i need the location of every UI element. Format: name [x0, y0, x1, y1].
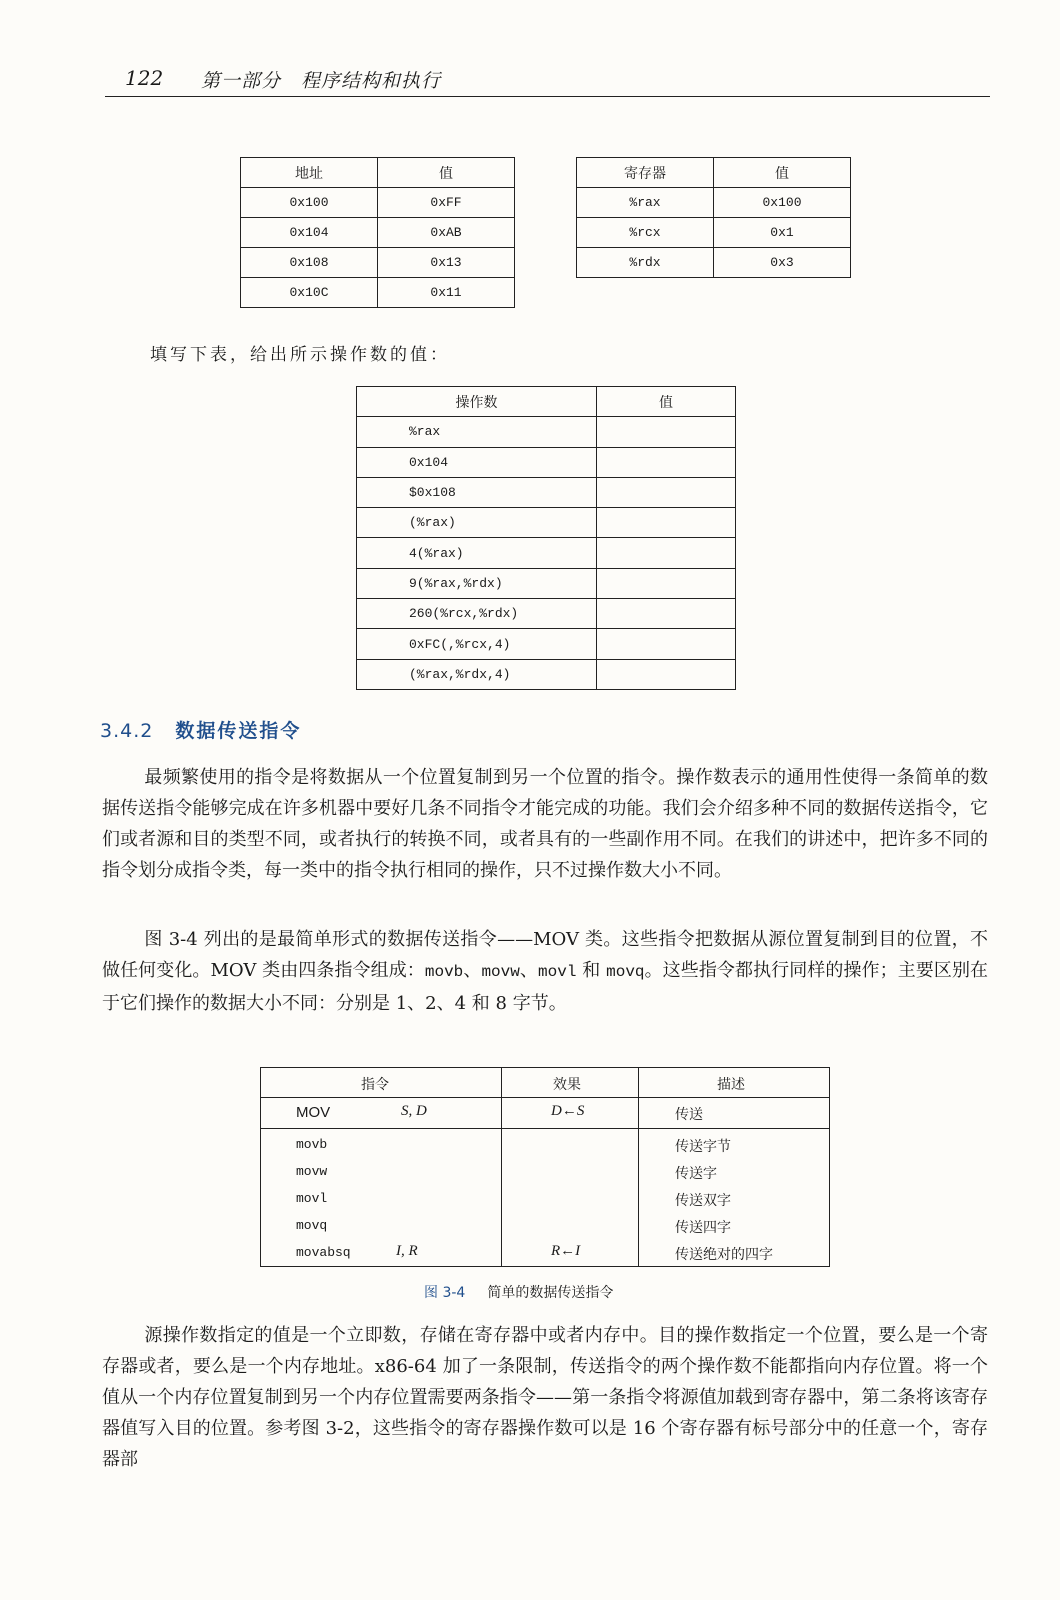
instruction-description: 传送双字 [675, 1193, 731, 1209]
operand-cell: 9(%rax,%rdx) [357, 568, 597, 598]
instruction-name: movb [296, 1137, 328, 1152]
operand-cell: 260(%rcx,%rdx) [357, 599, 597, 629]
instruction-name: movl [296, 1191, 328, 1206]
instruction-name: movabsq [296, 1245, 351, 1260]
operand-answer-cell [597, 538, 736, 568]
figure-caption [424, 1282, 613, 1302]
exercise-prompt: 填写下表，给出所示操作数的值： [150, 345, 450, 365]
figure-caption-text: 简单的数据传送指令 [487, 1285, 614, 1301]
memory-value: 0x13 [378, 248, 515, 278]
instruction-name: movw [296, 1164, 328, 1179]
instruction-name: movq [296, 1218, 328, 1233]
instruction-effect: R←I [551, 1243, 581, 1259]
instruction-operands: I, R [396, 1243, 418, 1259]
instruction-description: 传送 [675, 1107, 703, 1123]
instruction-effect: D←S [551, 1103, 585, 1119]
register-name: %rcx [577, 218, 714, 248]
memory-address: 0x100 [241, 188, 378, 218]
section-number: 3.4.2 [100, 720, 154, 742]
paragraph-text: 和 [576, 960, 607, 981]
table-row [241, 188, 515, 218]
operand-cell: 4(%rax) [357, 538, 597, 568]
operand-answer-cell [597, 599, 736, 629]
section-title: 数据传送指令 [175, 720, 302, 742]
table-row [357, 508, 736, 538]
paragraph-text: 、 [463, 960, 482, 981]
memory-address: 0x10C [241, 278, 378, 308]
register-value: 0x3 [714, 248, 851, 278]
register-table [576, 157, 851, 278]
paragraph [102, 762, 988, 886]
operand-answer-cell [597, 447, 736, 477]
memory-value: 0x11 [378, 278, 515, 308]
register-value: 0x1 [714, 218, 851, 248]
table-header-row [261, 1068, 829, 1098]
register-header-value: 值 [714, 158, 851, 188]
operand-answer-cell [597, 659, 736, 689]
page-number: 122 [125, 66, 164, 90]
operand-value-header: 值 [597, 387, 736, 417]
instruction-description: 传送绝对的四字 [675, 1247, 773, 1263]
table-body [261, 1129, 829, 1266]
paragraph-text: 源操作数指定的值是一个立即数，存储在寄存器中或者内存中。目的操作数指定一个位置，要么是一个寄存器或者，要么是一个内存地址。x86-64 加了一条限制，传送指令的两个操作数不能都指向内存位置。将一个值从一个内存位置复制到另一个内存位置需要两条指令——第一条指令将源值加载到寄存器中，第二条将该寄存器值写入目的位置。参考图 3-2，这些指令的寄存器操作数可以是 16 个寄存器有标号部分中的任意一个，寄存器部 [102, 1325, 988, 1470]
register-name: %rax [577, 188, 714, 218]
table-row [577, 218, 851, 248]
operand-answer-cell [597, 417, 736, 447]
figure-label: 图 3-4 [424, 1285, 466, 1301]
operand-cell: (%rax) [357, 508, 597, 538]
operand-cell: (%rax,%rdx,4) [357, 659, 597, 689]
running-title: 第一部分 程序结构和执行 [201, 70, 442, 92]
table-row [357, 599, 736, 629]
table-row [357, 568, 736, 598]
register-value: 0x100 [714, 188, 851, 218]
instruction-description: 传送四字 [675, 1220, 731, 1236]
page-header [105, 62, 990, 97]
memory-address: 0x104 [241, 218, 378, 248]
instruction-description: 传送字节 [675, 1139, 731, 1155]
table-row [357, 477, 736, 507]
inline-code: movl [538, 963, 577, 981]
paragraph-text: 图 3-4 列出的是最简单形式的数据传送指令——MOV 类。这些指令把数据从源位置复制到目的位置，不做任何变化。MOV 类由四条指令组成： [102, 929, 988, 981]
instruction-class: MOV [296, 1104, 331, 1121]
table-row [357, 629, 736, 659]
operand-cell: $0x108 [357, 477, 597, 507]
table-row [357, 447, 736, 477]
table-row [357, 538, 736, 568]
table-row [357, 417, 736, 447]
table-row [261, 1098, 829, 1129]
operand-answer-cell [597, 568, 736, 598]
table-row [577, 248, 851, 278]
operand-cell: %rax [357, 417, 597, 447]
paragraph [102, 1320, 988, 1475]
instruction-description: 传送字 [675, 1166, 717, 1182]
operand-cell: 0x104 [357, 447, 597, 477]
register-name: %rdx [577, 248, 714, 278]
inline-code: movb [424, 963, 464, 981]
register-header-name: 寄存器 [577, 158, 714, 188]
instruction-operands: S, D [401, 1103, 427, 1119]
table-row [241, 278, 515, 308]
operand-answer-cell [597, 477, 736, 507]
memory-value: 0xFF [378, 188, 515, 218]
inline-code: movw [481, 963, 520, 981]
header-instruction: 指令 [361, 1077, 389, 1093]
table-row [357, 659, 736, 689]
table-row [577, 188, 851, 218]
memory-address: 0x108 [241, 248, 378, 278]
mov-instruction-table [260, 1067, 830, 1267]
operand-header: 操作数 [357, 387, 597, 417]
memory-header-address: 地址 [241, 158, 378, 188]
section-heading [100, 716, 301, 743]
paragraph-text: 最频繁使用的指令是将数据从一个位置复制到另一个位置的指令。操作数表示的通用性使得一条简单的数据传送指令能够完成在许多机器中要好几条不同指令才能完成的功能。我们会介绍多种不同的数据传送指令，它们或者源和目的类型不同，或者执行的转换不同，或者具有的一些副作用不同。在我们的讲述中，把许多不同的指令划分成指令类，每一类中的指令执行相同的操作，只不过操作数大小不同。 [102, 767, 988, 881]
header-description: 描述 [717, 1077, 745, 1093]
paragraph-text: 、 [519, 960, 539, 981]
operand-cell: 0xFC(,%rcx,4) [357, 629, 597, 659]
operand-answer-cell [597, 508, 736, 538]
memory-table [240, 157, 515, 308]
paragraph [102, 924, 988, 1019]
table-row [241, 218, 515, 248]
paragraph-text: 。这些指令都执行同样的操作；主要区别在于它们操作的数据大小不同：分别是 1、2、4 和 8 字节。 [102, 960, 989, 1014]
operand-table [356, 386, 736, 690]
header-effect: 效果 [553, 1077, 581, 1093]
inline-code: movq [606, 963, 645, 981]
memory-header-value: 值 [378, 158, 515, 188]
operand-answer-cell [597, 629, 736, 659]
table-row [241, 248, 515, 278]
memory-value: 0xAB [378, 218, 515, 248]
